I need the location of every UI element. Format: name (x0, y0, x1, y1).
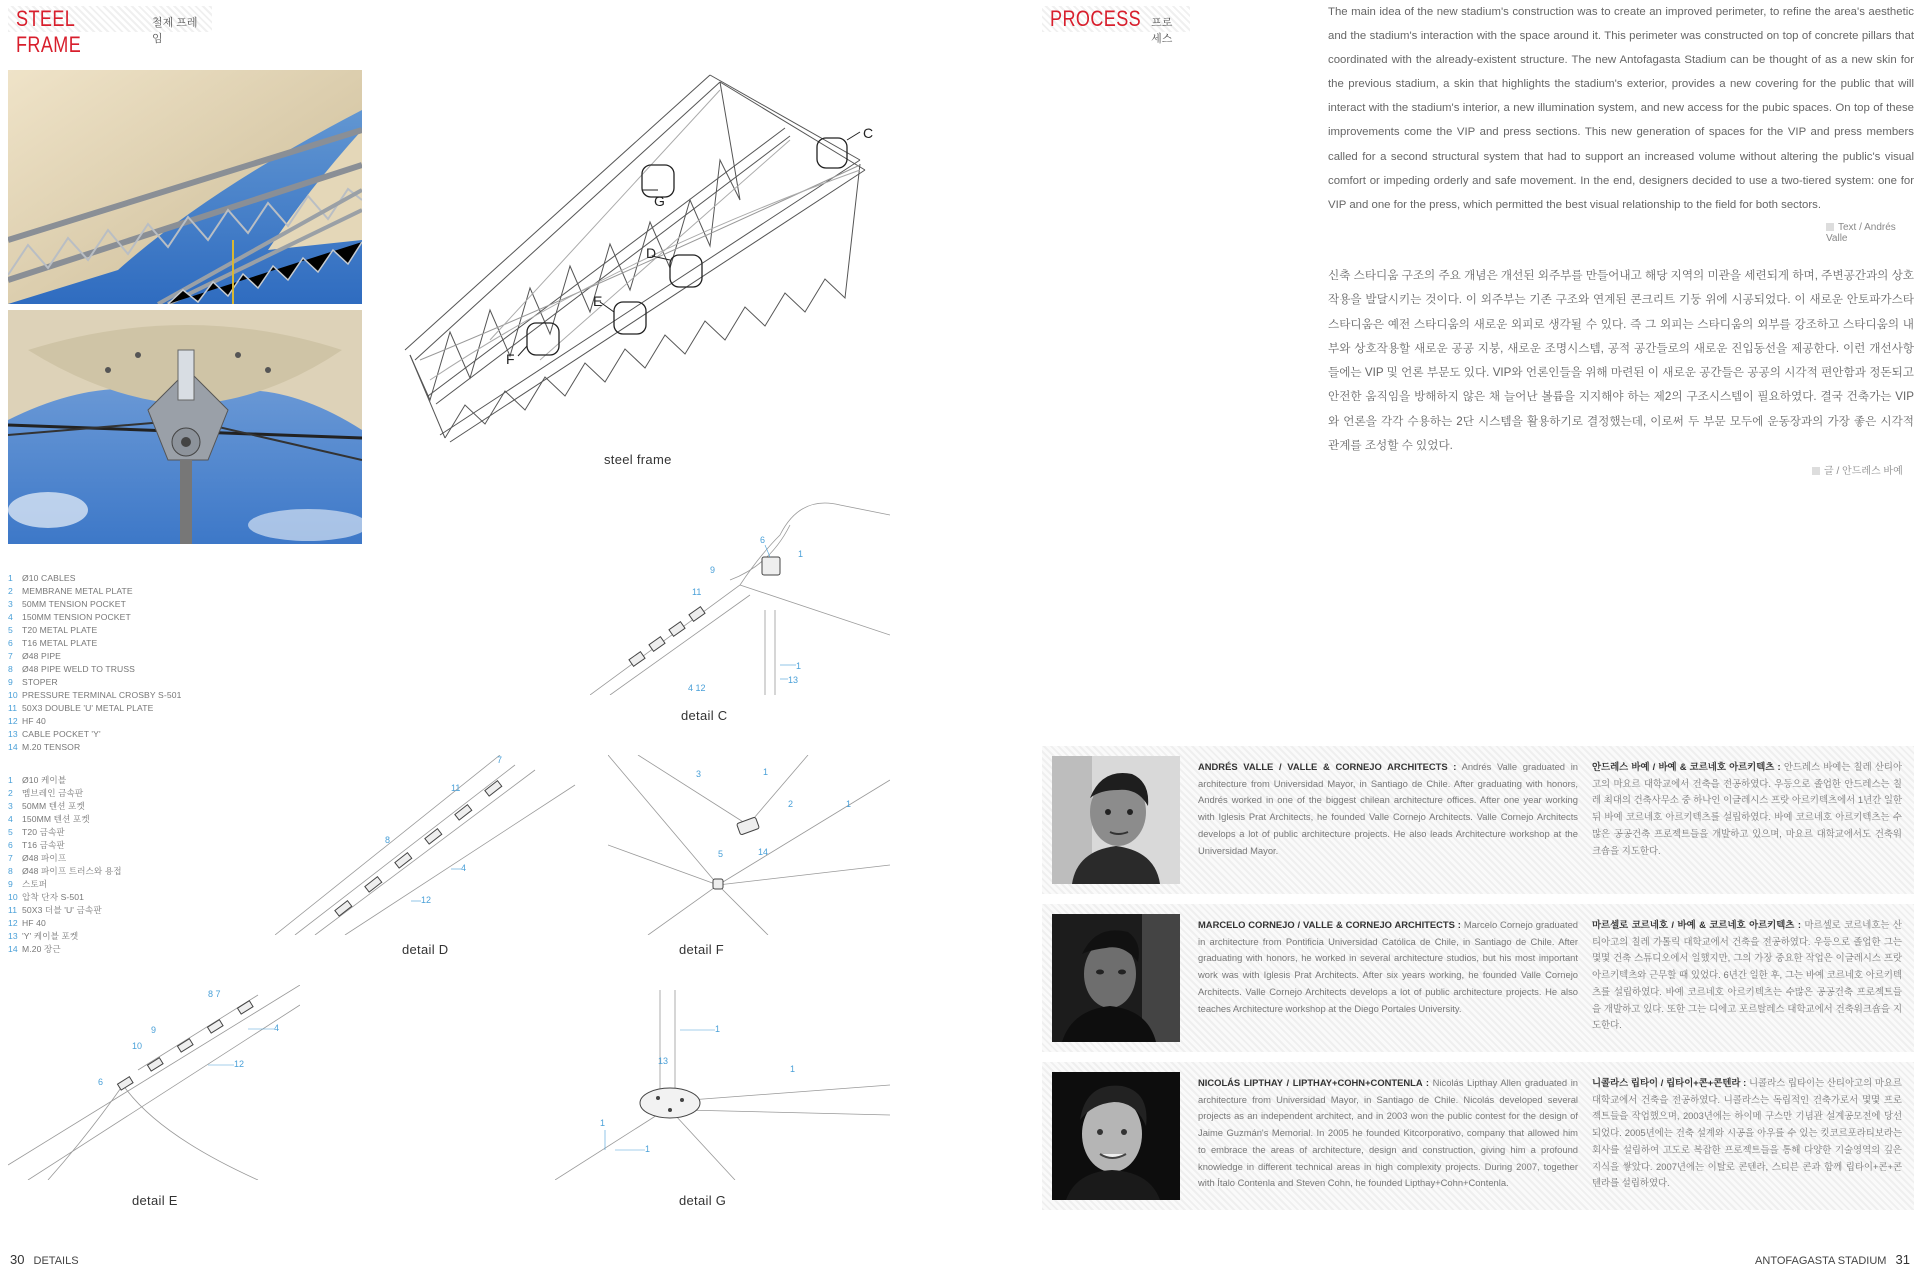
legend-text: T16 METAL PLATE (22, 638, 98, 648)
svg-text:11: 11 (451, 783, 461, 793)
legend-item (8, 676, 182, 689)
legend-number: 1 (8, 573, 13, 583)
bio-en-andres: ANDRÉS VALLE / VALLE & CORNEJO ARCHITECTS : Andrés Valle graduated in architecture from Universidad Mayor, in Santiago de Chile. After graduating with honors, Andrés worked in one of the biggest chilean architecture offices. After one year working with Iglesis Prat Architects, he founded Valle Cornejo Architects. Valle Cornejo Architects develops a lot of public architecture projects. He also leads Architecture workshop at the Universidad Mayor. (1198, 761, 1578, 856)
callout-c: C (863, 125, 874, 141)
portrait-nicolas-lipthay (1052, 1072, 1180, 1200)
legend-item (8, 715, 182, 728)
legend-text: 50X3 더블 'U' 금속판 (22, 905, 102, 915)
legend-number: 5 (8, 827, 13, 837)
legend-item (8, 637, 182, 650)
legend-number: 3 (8, 801, 13, 811)
credit-ko: 글 / 안드레스 바예 (1812, 462, 1903, 477)
legend-number: 14 (8, 742, 18, 752)
svg-text:3: 3 (696, 769, 702, 779)
legend-number: 13 (8, 729, 18, 739)
svg-text:13: 13 (788, 675, 799, 685)
svg-text:10: 10 (132, 1041, 143, 1051)
svg-text:1: 1 (846, 799, 852, 809)
legend-item (8, 878, 122, 891)
legend-number: 10 (8, 690, 18, 700)
left-footer-label: DETAILS (33, 1255, 79, 1267)
legend-text: MEMBRANE METAL PLATE (22, 586, 133, 596)
svg-text:1: 1 (600, 1118, 606, 1128)
svg-text:13: 13 (658, 1056, 669, 1066)
process-text-ko: 신축 스타디움 구조의 주요 개념은 개선된 외주부를 만들어내고 해당 지역의 미관을 세련되게 하며, 주변공간과의 상호작용을 발달시키는 것이다. 이 외주부는 기존 구조와 연계된 콘크리트 기둥 위에 시공되었다. 이 새로운 안토파가스타 스타디움은 예전 스타디움의 새로운 외피로 생각될 수 있다. 즉 그 외피는 스타디움의 외부를 강조하고 스타디움의 내부와 상호작용할 새로운 공공 지붕, 새로운 조명시스템, 공적 공간들로의 새로운 진입동선을 제공한다. 이런 개선사항들에는 VIP 및 언론 부문도 있다. VIP와 언론인들을 위해 마련된 이 새로운 공간들은 공공의 시각적 편안함과 정돈되고 안전한 움직임을 방해하지 않은 채 늘어난 볼륨을 지지해야 하는 제2의 구조시스템이 필요하였다. 결국 건축가는 VIP와 언론을 각각 수용하는 2단 시스템을 활용하기로 결정했는데, 이로써 두 부문 모두에 운동장과의 가장 좋은 시각적 관계를 조성할 수 있었다. (1328, 269, 1914, 453)
legend-en (8, 572, 182, 754)
legend-item (8, 865, 122, 878)
legend-number: 2 (8, 788, 13, 798)
legend-text: Ø48 파이프 (22, 853, 67, 863)
legend-number: 10 (8, 892, 18, 902)
svg-text:4 12: 4 12 (688, 683, 706, 693)
legend-text: 50MM 텐션 포켓 (22, 801, 85, 811)
legend-item (8, 800, 122, 813)
legend-text: 50MM TENSION POCKET (22, 599, 126, 609)
legend-item (8, 585, 182, 598)
portrait-marcelo-cornejo (1052, 914, 1180, 1042)
legend-item (8, 839, 122, 852)
legend-item (8, 741, 182, 754)
legend-item (8, 813, 122, 826)
legend-text: 압착 단자 S-501 (22, 892, 85, 902)
right-title-ko: 프로세스 (1151, 17, 1173, 45)
bio-nicolas-lipthay (1042, 1062, 1914, 1210)
legend-item (8, 826, 122, 839)
svg-text:12: 12 (234, 1059, 245, 1069)
right-header (1042, 6, 1190, 45)
photo-connection-node (8, 310, 362, 544)
legend-number: 7 (8, 651, 13, 661)
legend-item (8, 650, 182, 663)
caption-detail-c: detail C (681, 708, 728, 723)
legend-item (8, 702, 182, 715)
callout-f: F (506, 351, 515, 367)
legend-text: Ø48 PIPE (22, 651, 62, 661)
legend-number: 4 (8, 612, 13, 622)
svg-text:1: 1 (715, 1024, 721, 1034)
svg-text:8 7: 8 7 (208, 989, 221, 999)
svg-text:1: 1 (763, 767, 769, 777)
detail-f-drawing (608, 755, 890, 935)
legend-item (8, 904, 122, 917)
svg-text:6: 6 (760, 535, 766, 545)
legend-text: Ø48 PIPE WELD TO TRUSS (22, 664, 135, 674)
bio-ko-nicolas: 니콜라스 립타이 / 립타이+콘+콘텐라 : 니콜라스 립타이는 산티아고의 마요르 대학교에서 건축을 전공하였다. 니콜라스는 독립적인 건축가로서 몇몇 프로젝트들을 작업했으며, 2003년에는 하이메 구스만 기념관 설계공모전에 당선되었다. 2005년에는 건축 설계와 시공을 아우를 수 있는 킷코르포라티보라는 회사를 설립하여 고도로 복잡한 프로젝트들을 통해 다양한 기술영역의 깊은 지식을 쌓았다. 2007년에는 이탈로 콘텐라, 스티븐 콘과 함께 립타이+콘+콘텐라를 설립하였다. (1592, 1077, 1902, 1189)
left-footer (10, 1252, 79, 1267)
bio-ko-marcelo: 마르셀로 코르네호 / 바예 & 코르네호 아르키텍츠 : 마르셀로 코르네호는 산티아고의 칠레 가톨릭 대학교에서 건축을 전공하였다. 우등으로 졸업한 그는 몇몇 건축 스튜디오에서 일했지만, 그의 가장 중요한 작업은 이글레시스 프랏 아르키텍츠와 근무할 때 있었다. 6년간 일한 후, 그는 바예 코르네호 아르키텍츠를 설립하였다. 바예 코르네호 아르키텍츠는 수많은 공공건축 프로젝트들을 개발하고 있다. 또한 그는 디에고 포르탈레스 대학교에서 건축워크숍을 지도한다. (1592, 919, 1902, 1031)
left-page-number: 30 (10, 1252, 25, 1267)
callout-d: D (646, 245, 657, 261)
legend-number: 9 (8, 879, 13, 889)
legend-text: 멤브레인 금속판 (22, 788, 84, 798)
legend-number: 12 (8, 918, 18, 928)
legend-item (8, 598, 182, 611)
photo-truss-membrane (8, 70, 362, 304)
bio-andres-valle (1042, 746, 1914, 894)
legend-number: 8 (8, 664, 13, 674)
legend-text: 스토퍼 (22, 879, 48, 889)
legend-number: 13 (8, 931, 18, 941)
legend-text: HF 40 (22, 716, 46, 726)
right-footer (1755, 1252, 1910, 1267)
process-text-en: The main idea of the new stadium's construction was to create an improved perimeter, to refine the area's aesthetic and the stadium's interaction with the space around it. This perimeter was constructed on top of concrete pillars that coordinated with the already-existent structure. The new Antofagasta Stadium can be thought of as a new skin for the previous stadium, a skin that highlights the stadium's exterior, provides a new covering for the public that will interact with the stadium's interior, a new illumination system, and new access for the pubic spaces. On top of these improvements come the VIP and press sections. This new generation of spaces for the VIP and press members called for a second structural system that had to support an increased volume without altering the public's visual comfort or impeding orderly and safe movement. In the end, designers decided to use a two-tiered system: one for VIP and one for the press, which permitted the best visual relationship to the field for both sectors. (1328, 6, 1914, 211)
svg-text:2: 2 (788, 799, 794, 809)
legend-text: 50X3 DOUBLE 'U' METAL PLATE (22, 703, 154, 713)
caption-detail-d: detail D (402, 942, 449, 957)
legend-item (8, 728, 182, 741)
legend-ko (8, 774, 122, 956)
left-title-ko: 철제 프레임 (151, 17, 198, 45)
legend-number: 1 (8, 775, 13, 785)
caption-detail-g: detail G (679, 1193, 727, 1208)
left-title: STEEL FRAME (16, 6, 82, 57)
legend-number: 8 (8, 866, 13, 876)
legend-item (8, 572, 182, 585)
legend-number: 11 (8, 905, 18, 915)
legend-number: 5 (8, 625, 13, 635)
svg-text:14: 14 (758, 847, 769, 857)
svg-text:6: 6 (98, 1077, 104, 1087)
legend-number: 2 (8, 586, 13, 596)
svg-text:8: 8 (385, 835, 391, 845)
callout-g: G (654, 193, 665, 209)
legend-item (8, 624, 182, 637)
caption-detail-e: detail E (132, 1193, 178, 1208)
legend-text: STOPER (22, 677, 58, 687)
portrait-andres-valle (1052, 756, 1180, 884)
legend-text: 150MM TENSION POCKET (22, 612, 131, 622)
svg-text:1: 1 (790, 1064, 796, 1074)
legend-item (8, 689, 182, 702)
legend-text: T16 금속판 (22, 840, 65, 850)
legend-number: 6 (8, 638, 13, 648)
legend-number: 6 (8, 840, 13, 850)
legend-text: 'Y' 케이블 포켓 (22, 931, 79, 941)
legend-text: PRESSURE TERMINAL CROSBY S-501 (22, 690, 182, 700)
svg-text:12: 12 (421, 895, 432, 905)
legend-text: Ø48 파이프 트러스와 용접 (22, 866, 122, 876)
legend-text: Ø10 CABLES (22, 573, 76, 583)
credit-en: Text / Andrés Valle (1826, 222, 1896, 244)
svg-text:9: 9 (151, 1025, 157, 1035)
bio-marcelo-cornejo (1042, 904, 1914, 1052)
legend-text: 150MM 텐션 포켓 (22, 814, 90, 824)
detail-g-drawing (555, 990, 890, 1180)
legend-number: 14 (8, 944, 18, 954)
legend-item (8, 917, 122, 930)
svg-text:1: 1 (796, 661, 802, 671)
svg-text:11: 11 (692, 587, 702, 597)
bio-en-marcelo: MARCELO CORNEJO / VALLE & CORNEJO ARCHITECTS : Marcelo Cornejo graduated in architecture from Pontificia Universidad Católica de Chile, in Santiago de Chile. After graduating with honors, he worked in several architecture studios, but his most important work was with Iglesis Prat Architects. After six years working, he founded Valle Cornejo Architects. Valle Cornejo Architects develops a lot of public architecture projects. He also teaches Architecture workshop at the Diego Portales University. (1198, 919, 1579, 1014)
legend-number: 4 (8, 814, 13, 824)
legend-number: 7 (8, 853, 13, 863)
legend-text: CABLE POCKET 'Y' (22, 729, 101, 739)
legend-item (8, 852, 122, 865)
left-header (8, 6, 212, 57)
callout-e: E (593, 293, 603, 309)
svg-text:4: 4 (274, 1023, 280, 1033)
legend-text: M.20 TENSOR (22, 742, 81, 752)
legend-item (8, 787, 122, 800)
legend-number: 11 (8, 703, 18, 713)
right-title: PROCESS (1050, 6, 1142, 31)
legend-number: 9 (8, 677, 13, 687)
bio-ko-andres: 안드레스 바예 / 바예 & 코르네호 아르키텍츠 : 안드레스 바예는 칠레 산티아고의 마요르 대학교에서 건축을 전공하였다. 우등으로 졸업한 안드레스는 칠레 최대의 건축사무소 중 하나인 이글레시스 프랏 아르키텍츠에서 1년간 일한 뒤 바예 코르네호 아르키텍츠를 설립하였다. 바예 코르네호 아르키텍츠는 수많은 공공건축 프로젝트들을 개발하고 있으며, 마요르 대학교에서도 건축워크숍을 지도한다. (1592, 761, 1902, 856)
legend-text: M.20 장근 (22, 944, 61, 954)
legend-text: Ø10 케이블 (22, 775, 67, 785)
right-footer-label: ANTOFAGASTA STADIUM (1755, 1255, 1887, 1267)
legend-text: T20 METAL PLATE (22, 625, 98, 635)
right-page-number: 31 (1895, 1252, 1910, 1267)
caption-steel-frame: steel frame (604, 452, 672, 467)
legend-text: T20 금속판 (22, 827, 65, 837)
legend-item (8, 611, 182, 624)
caption-detail-f: detail F (679, 942, 725, 957)
legend-item (8, 774, 122, 787)
detail-e-drawing (8, 985, 300, 1180)
legend-item (8, 943, 122, 956)
svg-text:4: 4 (461, 863, 467, 873)
svg-text:1: 1 (798, 549, 804, 559)
svg-text:5: 5 (718, 849, 724, 859)
svg-text:1: 1 (645, 1144, 651, 1154)
legend-number: 12 (8, 716, 18, 726)
legend-text: HF 40 (22, 918, 46, 928)
svg-text:9: 9 (710, 565, 716, 575)
legend-item (8, 930, 122, 943)
bio-en-nicolas: NICOLÁS LIPTHAY / LIPTHAY+COHN+CONTENLA : Nicolás Lipthay Allen graduated in architecture from Universidad Mayor, in Santiago de Chile. Nicolás developed several projects as an independent architect, and in 2003 won the public contest for the design of Jaime Guzmán's Memorial. In 2005 he founded Kitcorporativo, company that allowed him to embrace the areas of architecture, design and construction, giving him a profound knowledge in different technical areas in high complexity projects. During 2007, together with Ítalo Contenla and Steven Cohn, he founded Lipthay+Cohn+Contenla. (1198, 1077, 1578, 1189)
detail-c-drawing (590, 495, 890, 695)
legend-number: 3 (8, 599, 13, 609)
legend-item (8, 891, 122, 904)
svg-text:7: 7 (497, 755, 503, 765)
detail-d-drawing (275, 755, 605, 935)
legend-item (8, 663, 182, 676)
steel-frame-drawing (390, 60, 890, 470)
